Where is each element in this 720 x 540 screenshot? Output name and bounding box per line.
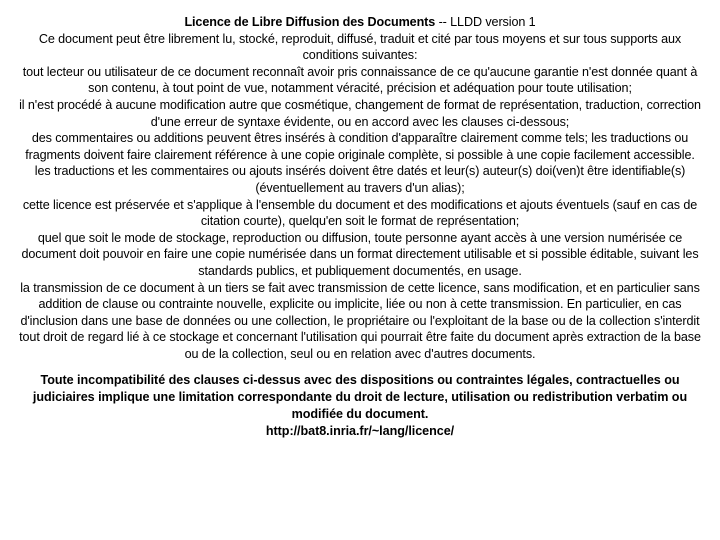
condition-item: quel que soit le mode de stockage, reproduction ou diffusion, toute personne ayant accès à une version numérisée ce document doit pouvoir en faire une copie numérisée dans un format directement utilisable et si possible éditable, suivant les standards publics, et publiquement documentés, en usage. bbox=[21, 230, 699, 278]
licence-version: -- LLDD version 1 bbox=[435, 15, 536, 29]
condition-item: tout lecteur ou utilisateur de ce document reconnaît avoir pris connaissance de ce qu'aucune garantie n'est donnée quant à son contenu, à tout point de vue, notamment véracité, précision et adéquation pour toute utilisation; bbox=[22, 64, 698, 96]
condition-item: des commentaires ou additions peuvent êtres insérés à condition d'apparaître clairement comme tels; les traductions ou fragments doivent faire clairement référence à une copie originale complète, si possible à une copie facilement accessible. bbox=[25, 131, 695, 162]
licence-text-block bbox=[14, 14, 706, 362]
licence-url-link[interactable]: http://bat8.inria.fr/~lang/licence/ bbox=[265, 424, 455, 439]
condition-item: cette licence est préservée et s'applique à l'ensemble du document et des modifications et ajouts éventuels (sauf en cas de citation courte), quelqu'en soit le format de représentation; bbox=[22, 197, 698, 229]
licence-intro: Ce document peut être librement lu, stocké, reproduit, diffusé, traduit et cité par tous moyens et sur tous supports aux conditions suivantes: bbox=[38, 31, 682, 63]
licence-url-line bbox=[14, 423, 706, 440]
legal-notice-block bbox=[14, 372, 706, 440]
licence-title: Licence de Libre Diffusion des Documents bbox=[184, 15, 436, 29]
condition-item: la transmission de ce document à un tiers se fait avec transmission de cette licence, sans modification, et en particulier sans addition de clause ou contrainte nouvelle, explicite ou implicite, liée ou non à cette transmission. En particulier, en cas d'inclusion dans une base de données ou une collection, le propriétaire ou l'exploitant de la base ou de la collection s'interdit tout droit de regard lié à ce stockage et concernant l'utilisation qui pourrait être faite du document après extraction de la base ou de la collection, seul ou en relation avec d'autres documents. bbox=[19, 280, 701, 361]
licence-title-line bbox=[14, 14, 706, 31]
legal-notice: Toute incompatibilité des clauses ci-dessus avec des dispositions ou contraintes légales, contractuelles ou judiciaires implique une limitation correspondante du droit de lecture, utilisation ou redistribution verbatim ou modifiée du document. bbox=[32, 373, 688, 422]
condition-item: il n'est procédé à aucune modification autre que cosmétique, changement de format de représentation, traduction, correction d'une erreur de syntaxe évidente, ou en accord avec les clauses ci-dessous; bbox=[19, 97, 701, 129]
condition-item: les traductions et les commentaires ou ajouts insérés doivent être datés et leur(s) auteur(s) doi(ven)t être identifiable(s) (éventuellement au travers d'un alias); bbox=[34, 164, 686, 195]
